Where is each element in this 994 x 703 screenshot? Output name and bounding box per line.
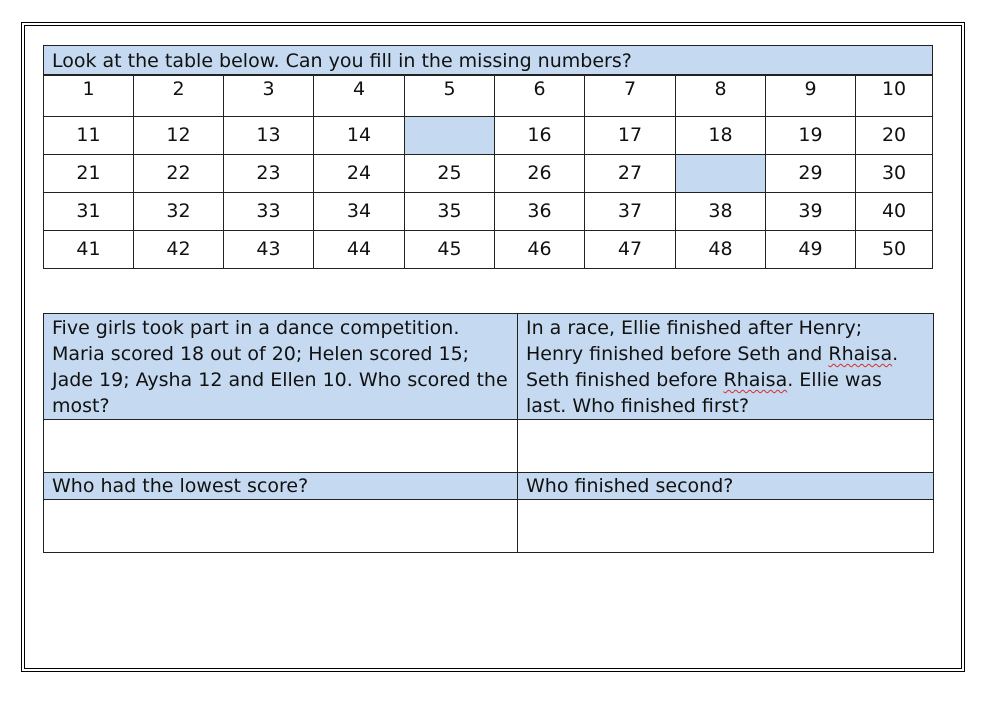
number-cell: 17 [585,117,676,155]
race-question-part: In a race, Ellie finished after Henry; Henry finished before Seth and [526,317,863,365]
question-table [43,313,934,553]
number-cell: 26 [495,155,585,193]
number-cell: 45 [405,231,495,269]
lowest-score-question: Who had the lowest score? [44,473,518,500]
number-cell: 34 [314,193,405,231]
number-cell: 35 [405,193,495,231]
number-cell: 9 [766,75,856,117]
number-cell: 48 [676,231,766,269]
number-cell: 29 [766,155,856,193]
number-cell: 13 [224,117,314,155]
spelling-flag: Rhaisa [723,369,788,391]
number-cell: 5 [405,75,495,117]
number-cell: 47 [585,231,676,269]
number-grid [43,45,933,269]
number-cell: 37 [585,193,676,231]
number-cell: 3 [224,75,314,117]
number-cell: 1 [44,75,134,117]
number-cell: 22 [134,155,224,193]
number-cell: 50 [856,231,933,269]
number-cell: 46 [495,231,585,269]
number-cell: 23 [224,155,314,193]
number-cell: 31 [44,193,134,231]
number-cell: 7 [585,75,676,117]
number-cell: 43 [224,231,314,269]
race-question-part: . Ellie was last. Who finished first? [526,369,882,417]
race-question-part: . Seth finished before [526,343,899,391]
number-cell: 38 [676,193,766,231]
number-cell: 44 [314,231,405,269]
grid-row [44,155,933,193]
number-cell: 21 [44,155,134,193]
number-cell: 49 [766,231,856,269]
number-cell: 10 [856,75,933,117]
number-cell: 11 [44,117,134,155]
number-cell: 25 [405,155,495,193]
race-answer-box[interactable] [518,420,934,473]
second-place-answer-box[interactable] [518,500,934,553]
number-cell: 4 [314,75,405,117]
grid-row [44,75,933,117]
number-cell: 30 [856,155,933,193]
race-question [518,314,934,420]
grid-row [44,117,933,155]
grid-instruction: Look at the table below. Can you fill in the missing numbers? [44,46,933,76]
lowest-score-answer-box[interactable] [44,500,518,553]
missing-number-cell[interactable] [405,117,495,155]
number-cell: 39 [766,193,856,231]
number-cell: 16 [495,117,585,155]
number-cell: 19 [766,117,856,155]
number-cell: 27 [585,155,676,193]
number-cell: 2 [134,75,224,117]
number-cell: 33 [224,193,314,231]
number-cell: 36 [495,193,585,231]
dance-answer-box[interactable] [44,420,518,473]
number-cell: 6 [495,75,585,117]
grid-row [44,193,933,231]
number-cell: 42 [134,231,224,269]
number-cell: 32 [134,193,224,231]
missing-number-cell[interactable] [676,155,766,193]
spelling-flag: Rhaisa [828,343,893,365]
dance-question: Five girls took part in a dance competition. Maria scored 18 out of 20; Helen scored 15; Jade 19; Aysha 12 and Ellen 10. Who scored the most? [44,314,518,420]
number-cell: 24 [314,155,405,193]
number-cell: 12 [134,117,224,155]
number-cell: 40 [856,193,933,231]
number-cell: 18 [676,117,766,155]
number-cell: 20 [856,117,933,155]
second-place-question: Who finished second? [518,473,934,500]
number-cell: 8 [676,75,766,117]
grid-row [44,231,933,269]
number-cell: 41 [44,231,134,269]
number-cell: 14 [314,117,405,155]
